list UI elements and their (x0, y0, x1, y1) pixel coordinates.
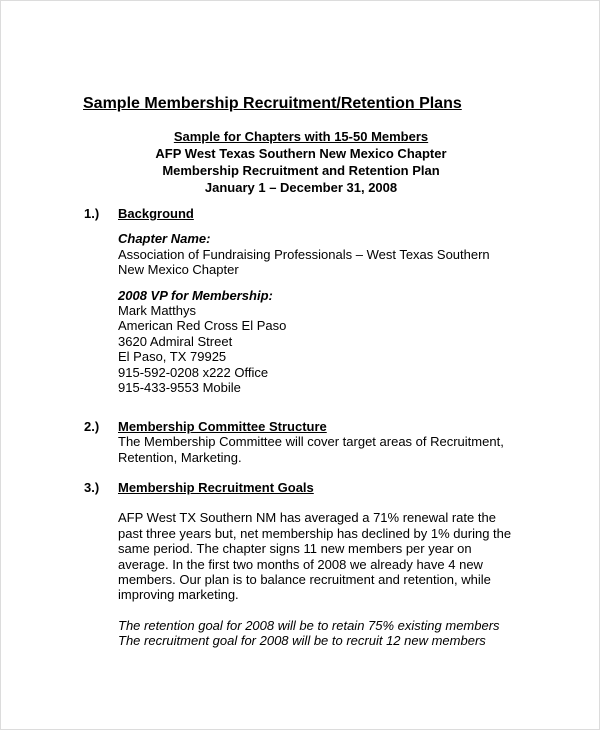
plan-subtitle: Sample for Chapters with 15-50 Members (173, 129, 429, 144)
vp-line: 915-433-9553 Mobile (118, 380, 241, 396)
body-line: The Membership Committee will cover target areas of Recruitment, (118, 434, 504, 450)
body-line: AFP West TX Southern NM has averaged a 71% renewal rate the (118, 510, 496, 526)
plan-header (1, 128, 600, 196)
vp-line: Mark Matthys (118, 303, 197, 319)
section-number: 2.) (84, 419, 100, 434)
section-heading: Background (118, 206, 194, 221)
section-heading: Membership Recruitment Goals (118, 480, 314, 495)
chapter-name-heading: AFP West Texas Southern New Mexico Chapter (155, 146, 447, 161)
body-line: past three years but, net membership has declined by 1% during the (118, 525, 512, 541)
chapter-name-label: Chapter Name: (118, 231, 211, 247)
body-line: same period. The chapter signs 11 new members per year on (118, 541, 472, 557)
body-line: improving marketing. (118, 587, 239, 603)
section-number: 1.) (84, 206, 100, 221)
section-content (118, 419, 528, 465)
section-heading: Membership Committee Structure (118, 419, 327, 434)
section-content (118, 206, 528, 395)
recruitment-goal: The recruitment goal for 2008 will be to recruit 12 new members (118, 633, 486, 649)
vp-line: 3620 Admiral Street (118, 333, 233, 349)
section-number: 3.) (84, 480, 100, 495)
body-line: Retention, Marketing. (118, 449, 242, 465)
retention-goal: The retention goal for 2008 will be to retain 75% existing members (118, 617, 500, 633)
plan-period: January 1 – December 31, 2008 (204, 180, 398, 195)
chapter-name-line: New Mexico Chapter (118, 262, 239, 278)
vp-line: American Red Cross El Paso (118, 318, 287, 334)
chapter-name-line: Association of Fundraising Professionals – West Texas Southern (118, 246, 490, 262)
vp-label: 2008 VP for Membership: (118, 287, 273, 303)
vp-line: 915-592-0208 x222 Office (118, 364, 269, 380)
plan-name-heading: Membership Recruitment and Retention Plan (162, 163, 440, 178)
body-line: members. Our plan is to balance recruitment and retention, while (118, 572, 491, 588)
section-content (118, 480, 528, 649)
vp-line: El Paso, TX 79925 (118, 349, 227, 365)
body-line: average. In the first two months of 2008 we already have 4 new (118, 556, 483, 572)
document-title: Sample Membership Recruitment/Retention Plans (83, 95, 462, 112)
